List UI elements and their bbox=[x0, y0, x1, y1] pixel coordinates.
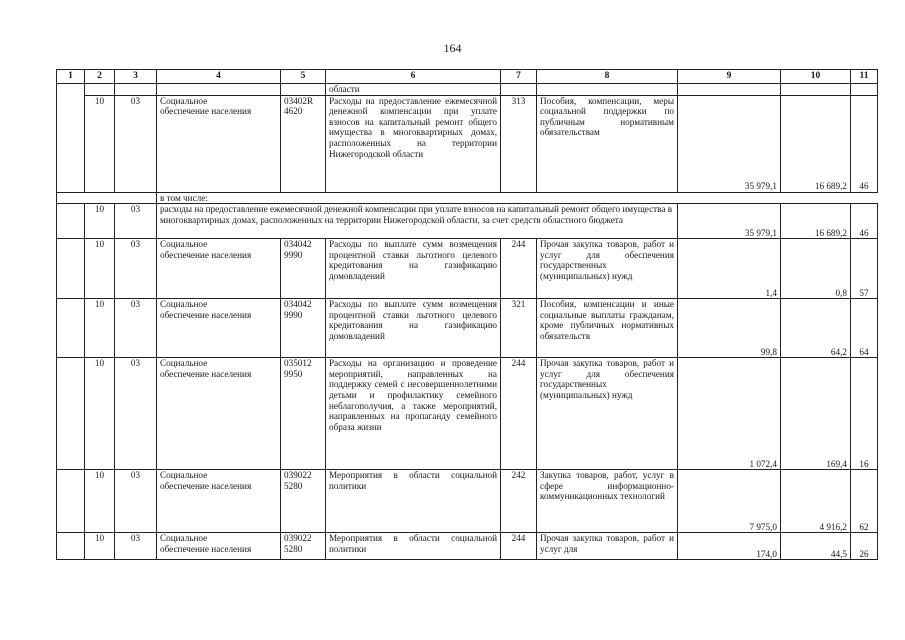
expense-type-name: Пособия, компенсации, меры социальной поддержки по публичным нормативным обязательствам bbox=[537, 95, 678, 192]
col-header-1: 1 bbox=[57, 70, 85, 84]
execution-percent: 46 bbox=[851, 204, 878, 239]
section-code: 10 bbox=[85, 358, 115, 470]
executed-amount: 16 689,2 bbox=[781, 95, 851, 192]
target-article-code: 034042 9990 bbox=[281, 239, 326, 299]
execution-percent: 57 bbox=[851, 239, 878, 299]
planned-amount: 174,0 bbox=[678, 533, 781, 560]
subsection-code: 03 bbox=[115, 95, 157, 192]
planned-amount: 35 979,1 bbox=[678, 95, 781, 192]
section-code: 10 bbox=[85, 533, 115, 560]
expense-type-name: Закупка товаров, работ, услуг в сфере информационно-коммуникационных технологий bbox=[537, 470, 678, 533]
section-code: 10 bbox=[85, 470, 115, 533]
execution-percent: 26 bbox=[851, 533, 878, 560]
target-article-code: 039022 5280 bbox=[281, 470, 326, 533]
execution-percent: 16 bbox=[851, 358, 878, 470]
in-total-label: в том числе: bbox=[157, 192, 878, 204]
cell-empty bbox=[57, 358, 85, 470]
cell-empty bbox=[57, 470, 85, 533]
subsection-code: 03 bbox=[115, 204, 157, 239]
execution-percent: 64 bbox=[851, 299, 878, 358]
continuation-text: области bbox=[326, 84, 501, 96]
expense-description: Расходы на организацию и проведение мероприятий, направленных на поддержку семей с несовершеннолетними детьми и профилактику семейного неблагополучия, а также мероприятий, направленных на пропаганду семейного образа жизни bbox=[326, 358, 501, 470]
expense-type-code: 244 bbox=[501, 358, 537, 470]
col-header-9: 9 bbox=[678, 70, 781, 84]
subsection-code: 03 bbox=[115, 358, 157, 470]
section-name: Социальное обеспечение населения bbox=[157, 533, 281, 560]
expense-type-name: Прочая закупка товаров, работ и услуг для обеспечения государственных (муниципальных) нужд bbox=[537, 239, 678, 299]
section-code: 10 bbox=[85, 239, 115, 299]
cell-empty bbox=[57, 299, 85, 358]
expense-description: Расходы по выплате сумм возмещения процентной ставки льготного целевого кредитования на газификацию домовладений bbox=[326, 299, 501, 358]
merged-description: расходы на предоставление ежемесячной денежной компенсации при уплате взносов на капитальный ремонт общего имущества в многоквартирных домах, расположенных на территории Нижегородской области, за счет средств областного бюджета bbox=[157, 204, 678, 239]
expense-description: Расходы по выплате сумм возмещения процентной ставки льготного целевого кредитования на газификацию домовладений bbox=[326, 239, 501, 299]
section-name: Социальное обеспечение населения bbox=[157, 358, 281, 470]
target-article-code: 039022 5280 bbox=[281, 533, 326, 560]
executed-amount: 169,4 bbox=[781, 358, 851, 470]
cell-empty bbox=[57, 533, 85, 560]
subsection-code: 03 bbox=[115, 239, 157, 299]
col-header-2: 2 bbox=[85, 70, 115, 84]
page-number: 164 bbox=[443, 41, 462, 55]
cell-empty bbox=[678, 84, 781, 96]
section-name: Социальное обеспечение населения bbox=[157, 470, 281, 533]
executed-amount: 16 689,2 bbox=[781, 204, 851, 239]
expense-type-name: Пособия, компенсации и иные социальные выплаты гражданам, кроме публичных нормативных обязательств bbox=[537, 299, 678, 358]
col-header-4: 4 bbox=[157, 70, 281, 84]
col-header-8: 8 bbox=[537, 70, 678, 84]
section-name: Социальное обеспечение населения bbox=[157, 95, 281, 192]
col-header-6: 6 bbox=[326, 70, 501, 84]
subsection-code: 03 bbox=[115, 470, 157, 533]
planned-amount: 99,8 bbox=[678, 299, 781, 358]
target-article-code: 035012 9950 bbox=[281, 358, 326, 470]
section-code: 10 bbox=[85, 299, 115, 358]
section-code: 10 bbox=[85, 95, 115, 192]
execution-percent: 46 bbox=[851, 95, 878, 192]
section-name: Социальное обеспечение населения bbox=[157, 299, 281, 358]
budget-table bbox=[56, 69, 878, 560]
table-row bbox=[57, 192, 878, 204]
expense-type-code: 313 bbox=[501, 95, 537, 192]
table-row bbox=[57, 533, 878, 560]
cell-empty bbox=[281, 84, 326, 96]
section-name: Социальное обеспечение населения bbox=[157, 239, 281, 299]
planned-amount: 35 979,1 bbox=[678, 204, 781, 239]
execution-percent: 62 bbox=[851, 470, 878, 533]
cell-empty bbox=[157, 84, 281, 96]
expense-type-code: 244 bbox=[501, 239, 537, 299]
cell-empty bbox=[57, 84, 85, 193]
table-row bbox=[57, 358, 878, 470]
cell-empty bbox=[57, 204, 85, 239]
table-row bbox=[57, 239, 878, 299]
table-row bbox=[57, 84, 878, 96]
col-header-7: 7 bbox=[501, 70, 537, 84]
header-row bbox=[57, 70, 878, 84]
cell-empty bbox=[851, 84, 878, 96]
planned-amount: 7 975,0 bbox=[678, 470, 781, 533]
cell-empty bbox=[85, 84, 115, 96]
expense-description: Расходы на предоставление ежемесячной денежной компенсации при уплате взносов на капитальный ремонт общего имущества в многоквартирных домах, расположенных на территории Нижегородской области bbox=[326, 95, 501, 192]
executed-amount: 64,2 bbox=[781, 299, 851, 358]
cell-empty bbox=[57, 239, 85, 299]
planned-amount: 1,4 bbox=[678, 239, 781, 299]
expense-type-code: 321 bbox=[501, 299, 537, 358]
col-header-5: 5 bbox=[281, 70, 326, 84]
executed-amount: 0,8 bbox=[781, 239, 851, 299]
col-header-11: 11 bbox=[851, 70, 878, 84]
table-row bbox=[57, 204, 878, 239]
executed-amount: 4 916,2 bbox=[781, 470, 851, 533]
cell-empty bbox=[537, 84, 678, 96]
planned-amount: 1 072,4 bbox=[678, 358, 781, 470]
subsection-code: 03 bbox=[115, 299, 157, 358]
table-row bbox=[57, 95, 878, 192]
table-row bbox=[57, 299, 878, 358]
subsection-code: 03 bbox=[115, 533, 157, 560]
expense-description: Мероприятия в области социальной политики bbox=[326, 470, 501, 533]
col-header-10: 10 bbox=[781, 70, 851, 84]
cell-empty bbox=[57, 192, 157, 204]
expense-type-code: 242 bbox=[501, 470, 537, 533]
target-article-code: 034042 9990 bbox=[281, 299, 326, 358]
target-article-code: 03402R 4620 bbox=[281, 95, 326, 192]
expense-type-name: Прочая закупка товаров, работ и услуг для bbox=[537, 533, 678, 560]
table-row bbox=[57, 470, 878, 533]
cell-empty bbox=[115, 84, 157, 96]
col-header-3: 3 bbox=[115, 70, 157, 84]
section-code: 10 bbox=[85, 204, 115, 239]
cell-empty bbox=[781, 84, 851, 96]
expense-type-name: Прочая закупка товаров, работ и услуг для обеспечения государственных (муниципальных) нужд bbox=[537, 358, 678, 470]
expense-type-code: 244 bbox=[501, 533, 537, 560]
cell-empty bbox=[501, 84, 537, 96]
expense-description: Мероприятия в области социальной политики bbox=[326, 533, 501, 560]
executed-amount: 44,5 bbox=[781, 533, 851, 560]
